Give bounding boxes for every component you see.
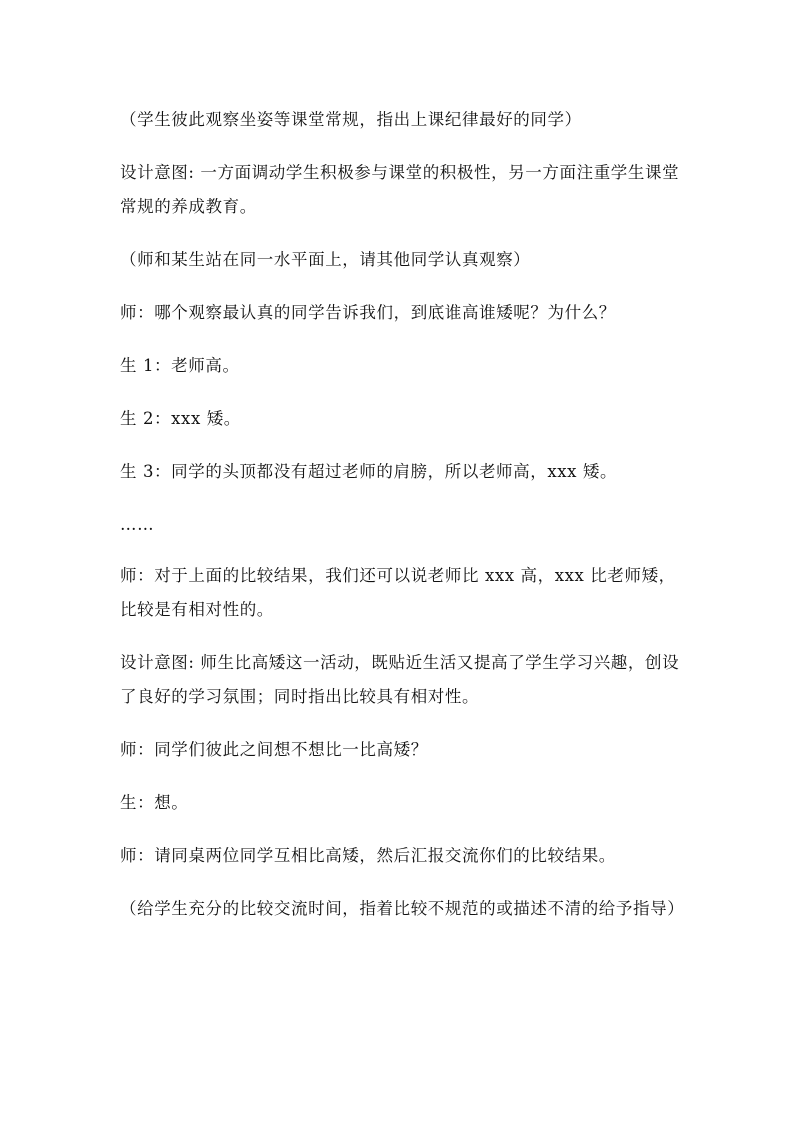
document-body <box>120 103 685 945</box>
paragraph-student-2: 生 2：xxx 矮。 <box>120 409 241 428</box>
paragraph-teacher-instruction: 师：请同桌两位同学互相比高矮，然后汇报交流你们的比较结果。 <box>120 846 616 865</box>
paragraph-design-intent-2: 设计意图: 师生比高矮这一活动，既贴近生活又提高了学生学习兴趣，创设了良好的学习氛围；同时指出比较具有相对性。 <box>120 653 680 706</box>
paragraph-teacher-student-stand: （师和某生站在同一水平面上，请其他同学认真观察） <box>120 250 531 269</box>
paragraph-teacher-question: 师：哪个观察最认真的同学告诉我们，到底谁高谁矮呢？为什么？ <box>120 303 616 322</box>
paragraph-design-intent-1: 设计意图: 一方面调动学生积极参与课堂的积极性，另一方面注重学生课堂常规的养成教育。 <box>120 163 680 216</box>
paragraph-guidance-note: （给学生充分的比较交流时间，指着比较不规范的或描述不清的给予指导） <box>120 899 685 918</box>
paragraph-teacher-comparison: 师：对于上面的比较结果，我们还可以说老师比 xxx 高，xxx 比老师矮，比较是有相对性的。 <box>120 566 676 619</box>
paragraph-student-answer: 生：想。 <box>120 793 189 812</box>
paragraph-ellipsis: …… <box>120 515 155 534</box>
paragraph-student-3: 生 3：同学的头顶都没有超过老师的肩膀，所以老师高，xxx 矮。 <box>120 462 618 481</box>
paragraph-student-1: 生 1：老师高。 <box>120 356 240 375</box>
paragraph-student-observation: （学生彼此观察坐姿等课堂常规，指出上课纪律最好的同学） <box>120 110 582 129</box>
paragraph-teacher-ask: 师：同学们彼此之间想不想比一比高矮？ <box>120 740 428 759</box>
